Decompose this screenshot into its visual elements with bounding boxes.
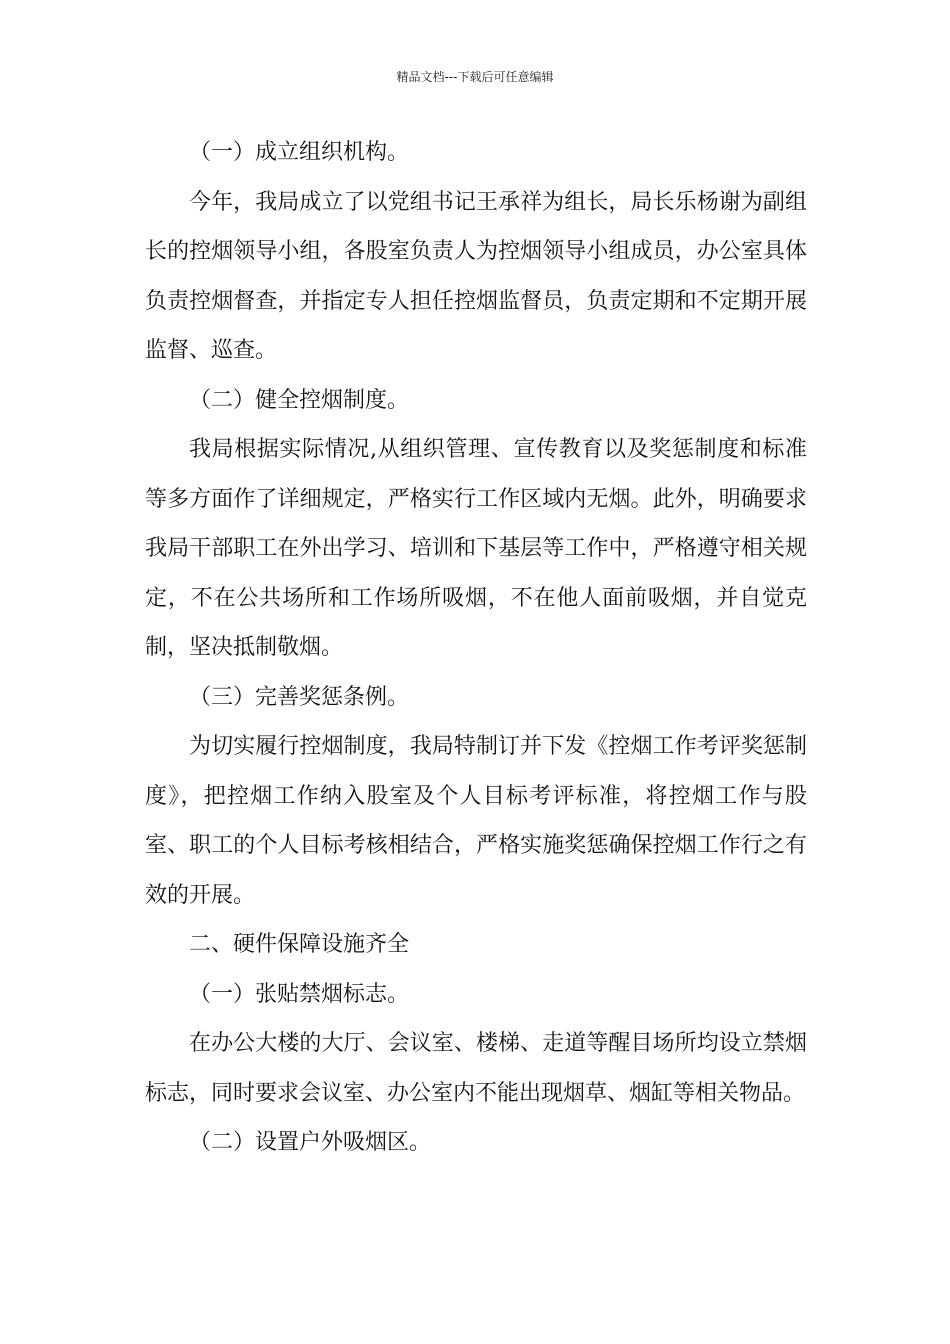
paragraph-system: 我局根据实际情况,从组织管理、宣传教育以及奖惩制度和标准等多方面作了详细规定，严格实行工作区域内无烟。此外，明确要求我局干部职工在外出学习、培训和下基层等工作中，严格遵守相关规定，不在公共场所和工作场所吸烟，不在他人面前吸烟，并自觉克制，坚决抵制敬烟。 (145, 437, 807, 660)
heading-establish-organization: （一）成立组织机构。 (189, 140, 410, 165)
heading-improve-system: （二）健全控烟制度。 (189, 387, 410, 413)
heading-no-smoking-signs: （一）张贴禁烟标志。 (189, 981, 410, 1007)
heading-outdoor-smoking-area: （二）设置户外吸烟区。 (189, 1130, 432, 1155)
heading-reward-rules: （三）完善奖惩条例。 (189, 684, 410, 710)
paragraph-reward-rules: 为切实履行控烟制度，我局特制订并下发《控烟工作考评奖惩制度》，把控烟工作纳入股室及个人目标考评标准，将控烟工作与股室、职工的个人目标考核相结合，严格实施奖惩确保控烟工作行之有效的开展。 (145, 734, 807, 908)
section-heading-hardware: 二、硬件保障设施齐全 (189, 932, 410, 957)
paragraph-organization: 今年，我局成立了以党组书记王承祥为组长，局长乐杨谢为副组长的控烟领导小组，各股室负责人为控烟领导小组成员，办公室具体负责控烟督查，并指定专人担任控烟监督员，负责定期和不定期开展监督、巡查。 (145, 189, 807, 363)
page-header: 精品文档---下载后可任意编辑 (396, 70, 554, 84)
paragraph-no-smoking-signs: 在办公大楼的大厅、会议室、楼梯、走道等醒目场所均设立禁烟标志，同时要求会议室、办公室内不能出现烟草、烟缸等相关物品。 (145, 1031, 807, 1106)
document-body (145, 128, 807, 1168)
